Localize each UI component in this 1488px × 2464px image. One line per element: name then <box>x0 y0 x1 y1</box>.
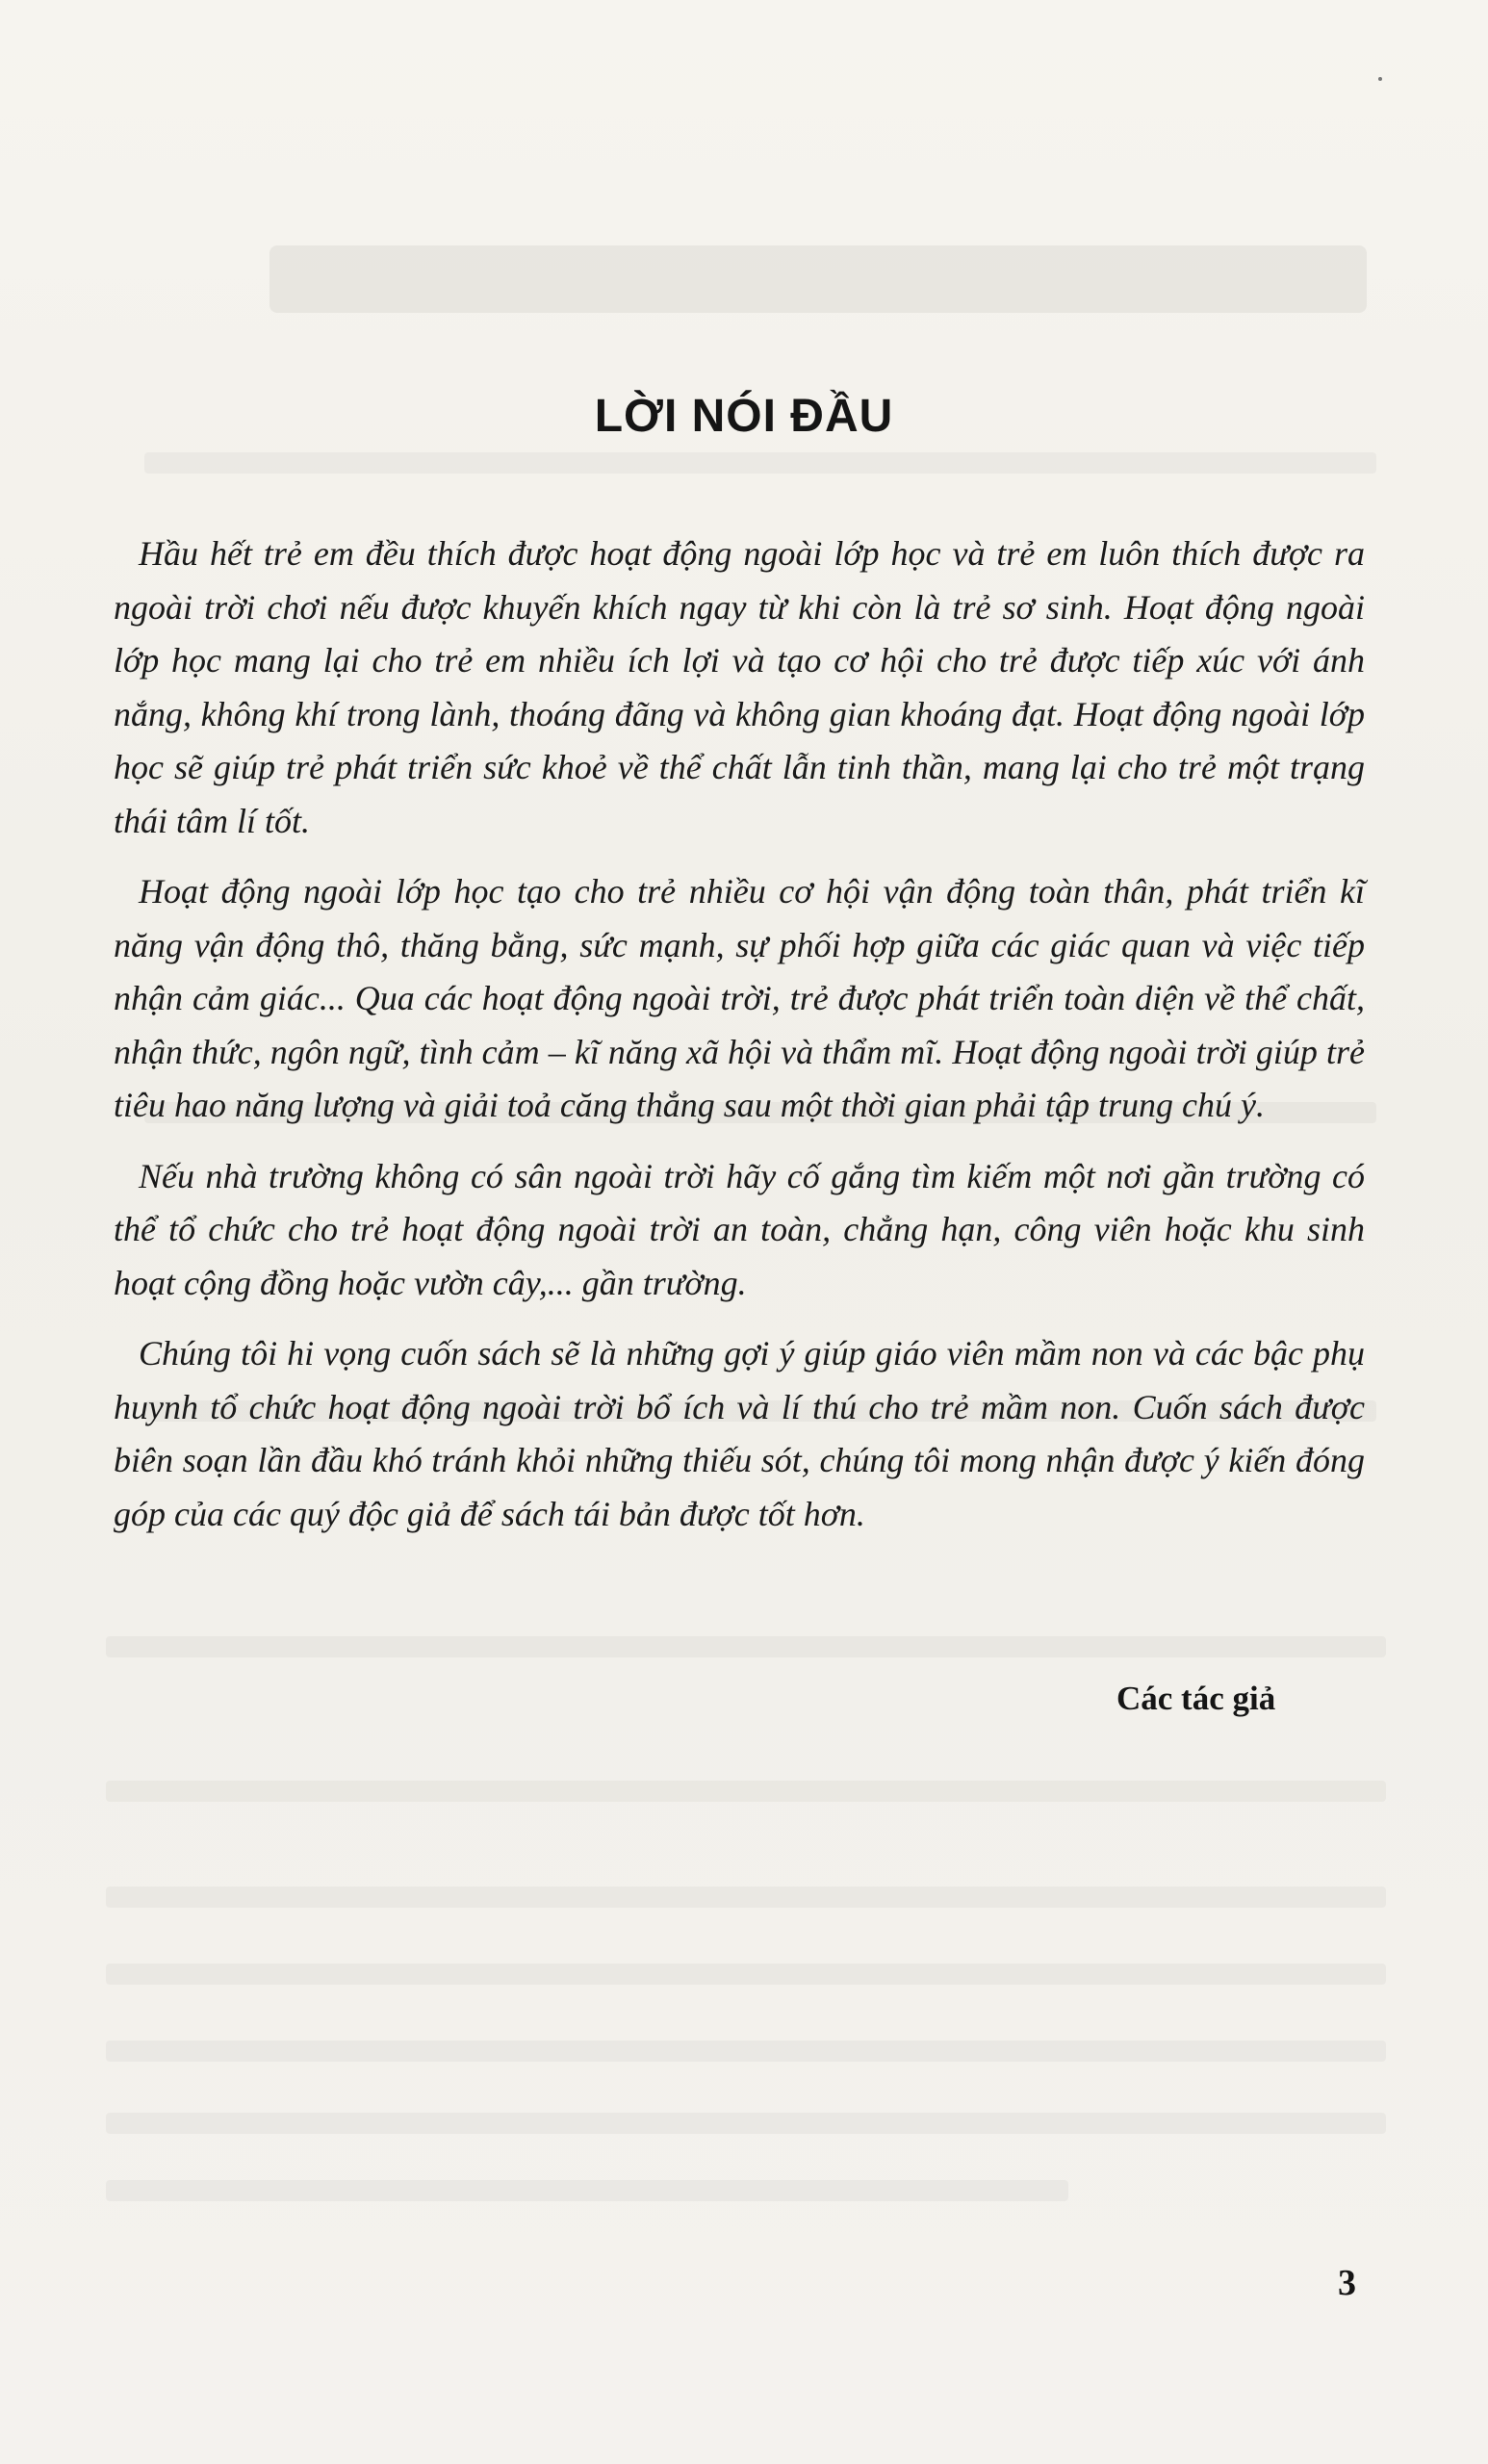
bleed-through-line <box>106 1636 1386 1657</box>
paragraph: Chúng tôi hi vọng cuốn sách sẽ là những gợi ý giúp giáo viên mầm non và các bậc phụ huynh tổ chức hoạt động ngoài trời bổ ích và lí thú cho trẻ mầm non. Cuốn sách được biên soạn lần đầu khó tránh khỏi những thiếu sót, chúng tôi mong nhận được ý kiến đóng góp của các quý độc giả để sách tái bản được tốt hơn. <box>114 1334 1365 1533</box>
bleed-through-line <box>106 1781 1386 1802</box>
author-signature: Các tác giả <box>1116 1680 1276 1717</box>
paragraph: Hầu hết trẻ em đều thích được hoạt động ngoài lớp học và trẻ em luôn thích được ra ngoài trời chơi nếu được khuyến khích ngay từ khi còn là trẻ sơ sinh. Hoạt động ngoài lớp học mang lại cho trẻ em nhiều ích lợi và tạo cơ hội cho trẻ được tiếp xúc với ánh nắng, không khí trong lành, thoáng đãng và không gian khoáng đạt. Hoạt động ngoài lớp học sẽ giúp trẻ phát triển sức khoẻ về thể chất lẫn tinh thần, mang lại cho trẻ một trạng thái tâm lí tốt. <box>114 534 1365 840</box>
bleed-through-heading <box>269 245 1367 313</box>
paragraph: Hoạt động ngoài lớp học tạo cho trẻ nhiều cơ hội vận động toàn thân, phát triển kĩ năng vận động thô, thăng bằng, sức mạnh, sự phối hợp giữa các giác quan và việc tiếp nhận cảm giác... Qua các hoạt động ngoài trời, trẻ được phát triển toàn diện về thể chất, nhận thức, ngôn ngữ, tình cảm – kĩ năng xã hội và thẩm mĩ. Hoạt động ngoài trời giúp trẻ tiêu hao năng lượng và giải toả căng thẳng sau một thời gian phải tập trung chú ý. <box>114 872 1365 1124</box>
bleed-through-line <box>106 2180 1068 2201</box>
bleed-through-line <box>144 452 1376 474</box>
page-title: LỜI NÓI ĐẦU <box>594 391 894 442</box>
margin-dot <box>1378 77 1382 81</box>
preface-body <box>114 527 1365 1558</box>
bleed-through-line <box>106 1886 1386 1908</box>
bleed-through-line <box>106 1964 1386 1985</box>
page-number: 3 <box>1338 2263 1356 2303</box>
bleed-through-line <box>106 2113 1386 2134</box>
paragraph: Nếu nhà trường không có sân ngoài trời hãy cố gắng tìm kiếm một nơi gần trường có thể tổ chức cho trẻ hoạt động ngoài trời an toàn, chẳng hạn, công viên hoặc khu sinh hoạt cộng đồng hoặc vườn cây,... gần trường. <box>114 1156 1365 1302</box>
bleed-through-line <box>106 2040 1386 2062</box>
